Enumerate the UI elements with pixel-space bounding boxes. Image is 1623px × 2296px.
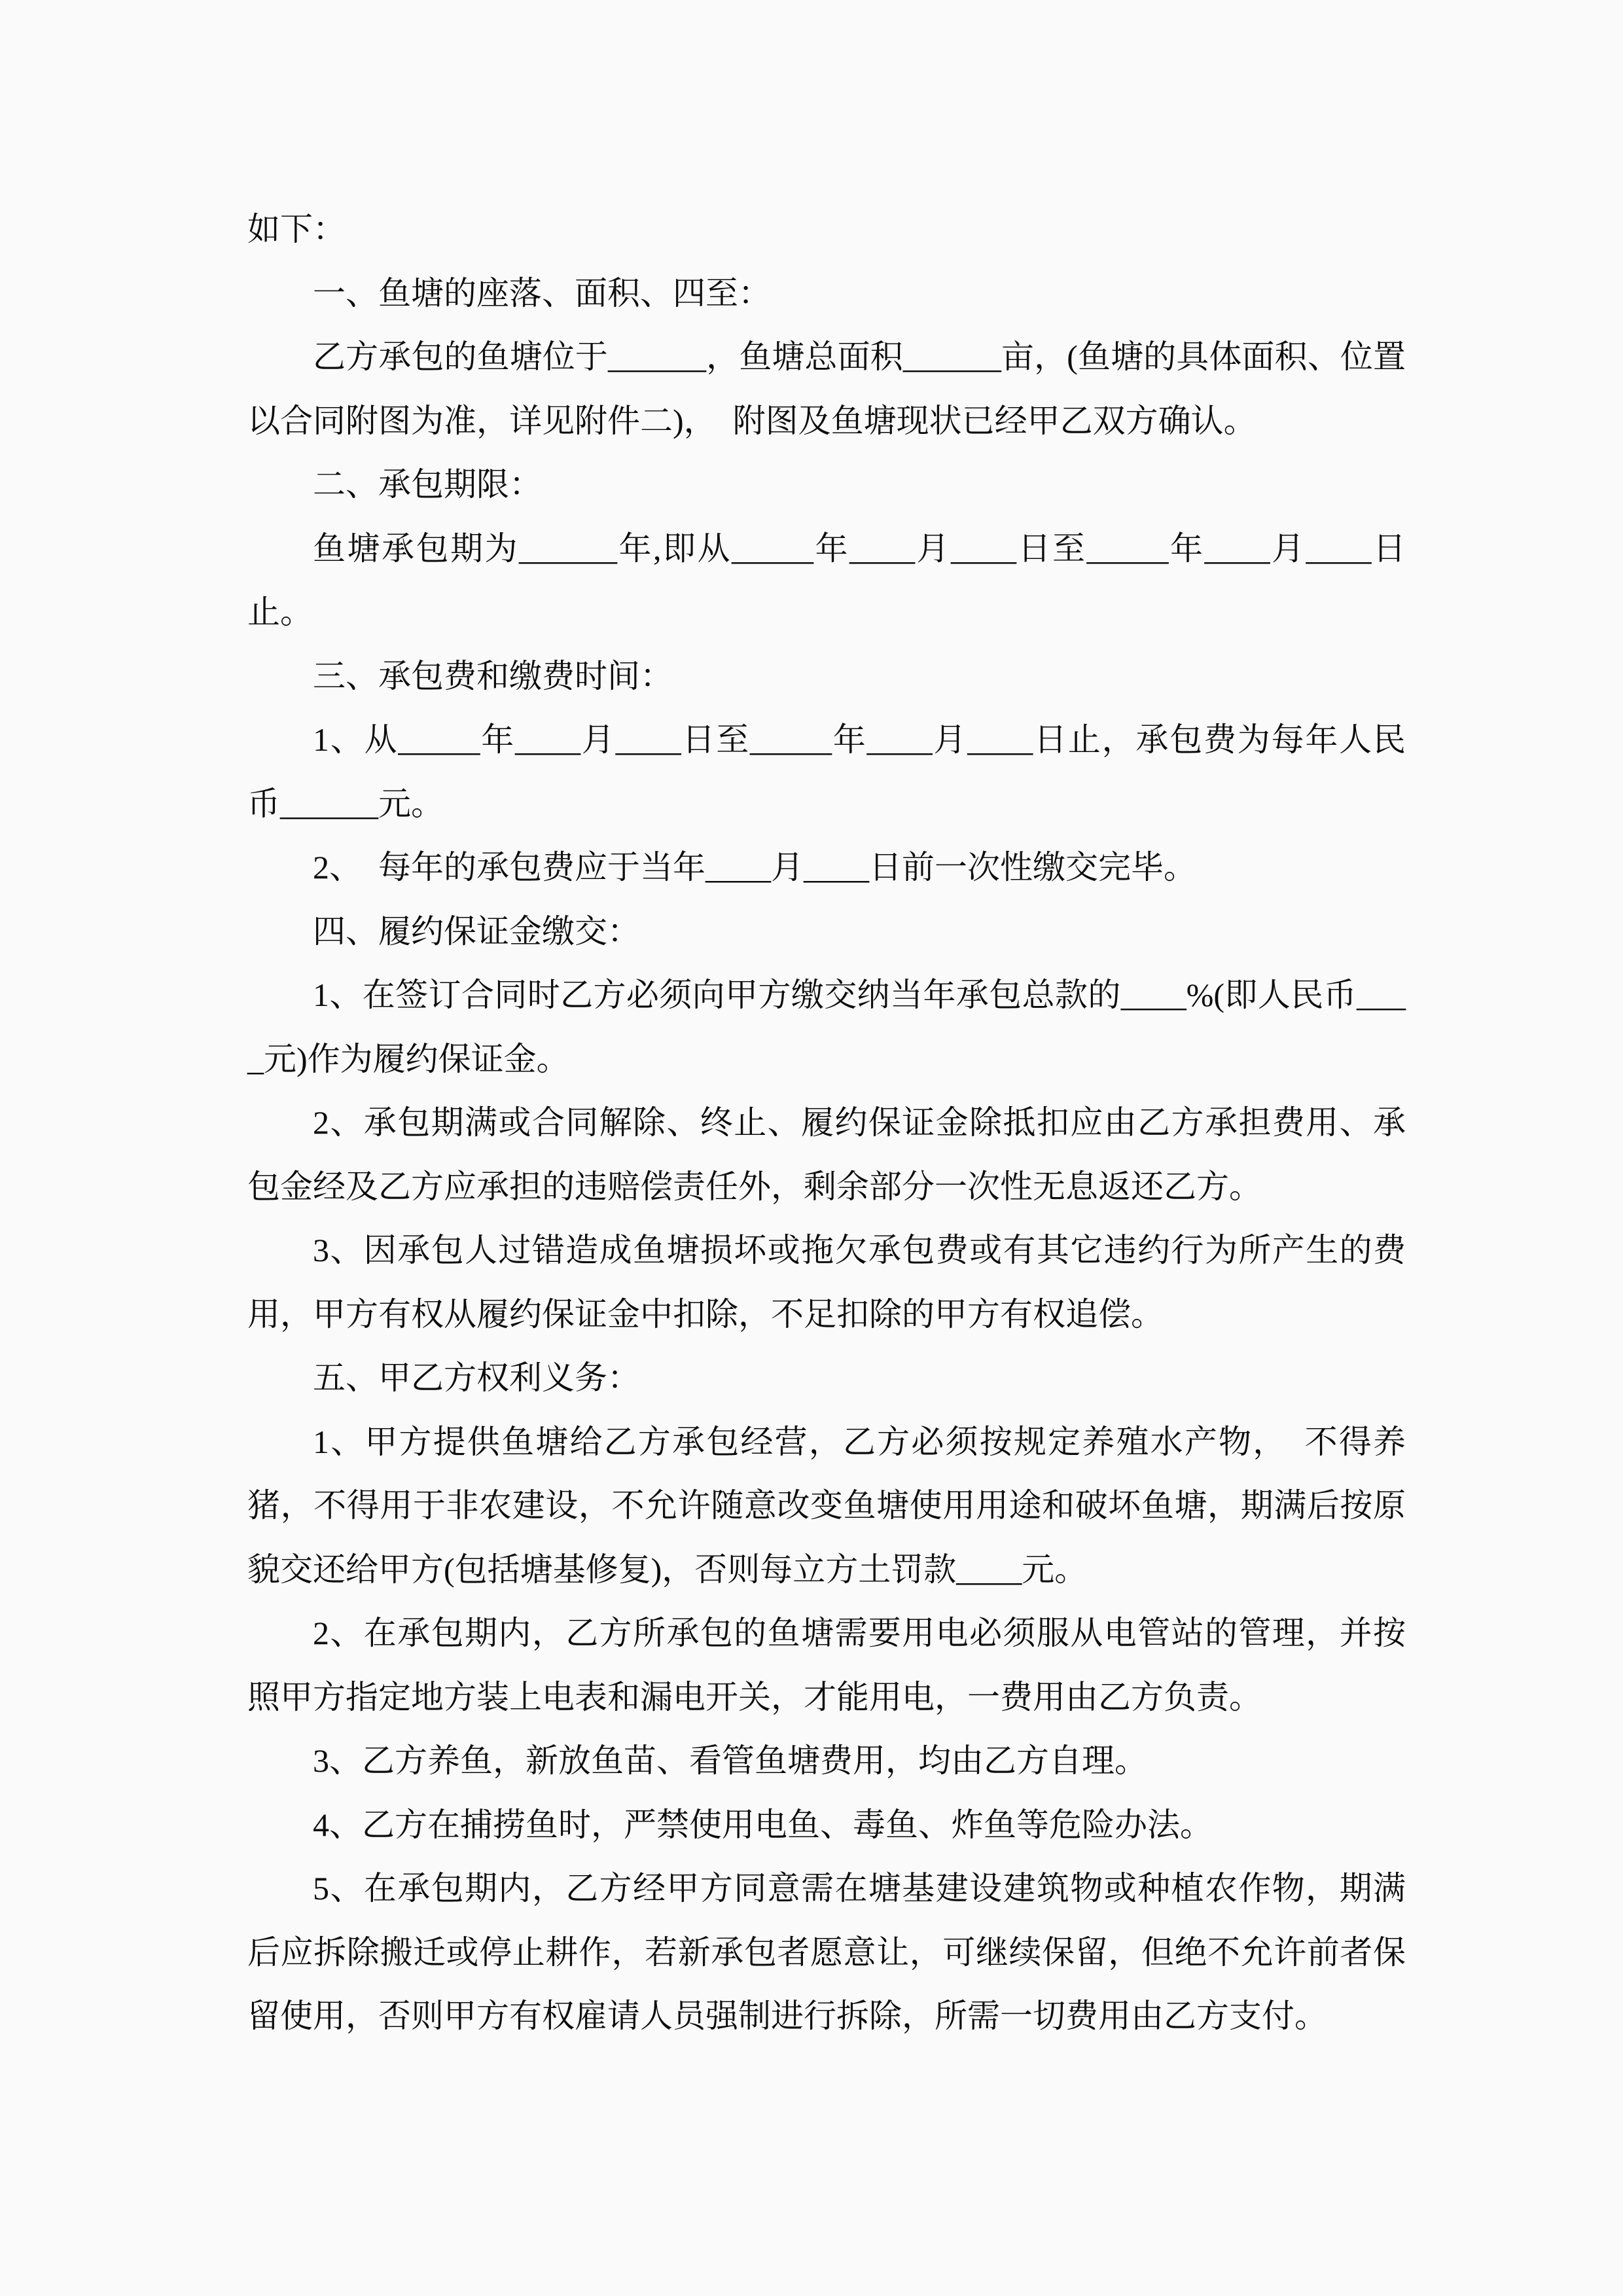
paragraph: 2、 每年的承包费应于当年____月____日前一次性缴交完毕。: [313, 849, 1196, 886]
paragraph: 三、承包费和缴费时间：: [313, 657, 673, 694]
paragraph: 2、承包期满或合同解除、终止、履约保证金除抵扣应由乙方承担费用、承包金经及乙方应承担的违赔偿责任外，剩余部分一次性无息返还乙方。: [247, 1104, 1406, 1205]
paragraph: 五、甲乙方权利义务：: [313, 1359, 640, 1396]
paragraph: 鱼塘承包期为______年,即从_____年____月____日至_____年____月____日止。: [247, 529, 1406, 630]
paragraph: 2、在承包期内，乙方所承包的鱼塘需要用电必须服从电管站的管理，并按照甲方指定地方装上电表和漏电开关，才能用电，一费用由乙方负责。: [247, 1615, 1406, 1715]
paragraph: 3、因承包人过错造成鱼塘损坏或拖欠承包费或有其它违约行为所产生的费用，甲方有权从履约保证金中扣除，不足扣除的甲方有权追偿。: [247, 1232, 1406, 1333]
document-body: [247, 198, 1406, 2049]
paragraph: 4、乙方在捕捞鱼时，严禁使用电鱼、毒鱼、炸鱼等危险办法。: [313, 1806, 1213, 1843]
paragraph: 1、甲方提供鱼塘给乙方承包经营，乙方必须按规定养殖水产物， 不得养猪，不得用于非农建设，不允许随意改变鱼塘使用用途和破坏鱼塘，期满后按原貌交还给甲方(包括塘基修复)，否则每立方土罚款____元。: [247, 1423, 1406, 1588]
paragraph: 如下：: [247, 211, 346, 247]
paragraph: 5、在承包期内，乙方经甲方同意需在塘基建设建筑物或种植农作物，期满后应拆除搬迁或停止耕作，若新承包者愿意让，可继续保留，但绝不允许前者保留使用，否则甲方有权雇请人员强制进行拆除，所需一切费用由乙方支付。: [247, 1870, 1406, 2034]
paragraph: 1、从_____年____月____日至_____年____月____日止，承包费为每年人民币______元。: [247, 721, 1406, 822]
paragraph: 乙方承包的鱼塘位于______，鱼塘总面积______亩，(鱼塘的具体面积、位置以合同附图为准，详见附件二)， 附图及鱼塘现状已经甲乙双方确认。: [247, 338, 1406, 439]
paragraph: 二、承包期限：: [313, 466, 542, 503]
paragraph: 四、履约保证金缴交：: [313, 912, 640, 950]
paragraph: 1、在签订合同时乙方必须向甲方缴交纳当年承包总款的____%(即人民币____元)作为履约保证金。: [247, 977, 1406, 1077]
paragraph: 一、鱼塘的座落、面积、四至：: [313, 274, 771, 312]
paragraph: 3、乙方养鱼，新放鱼苗、看管鱼塘费用，均由乙方自理。: [313, 1742, 1147, 1779]
